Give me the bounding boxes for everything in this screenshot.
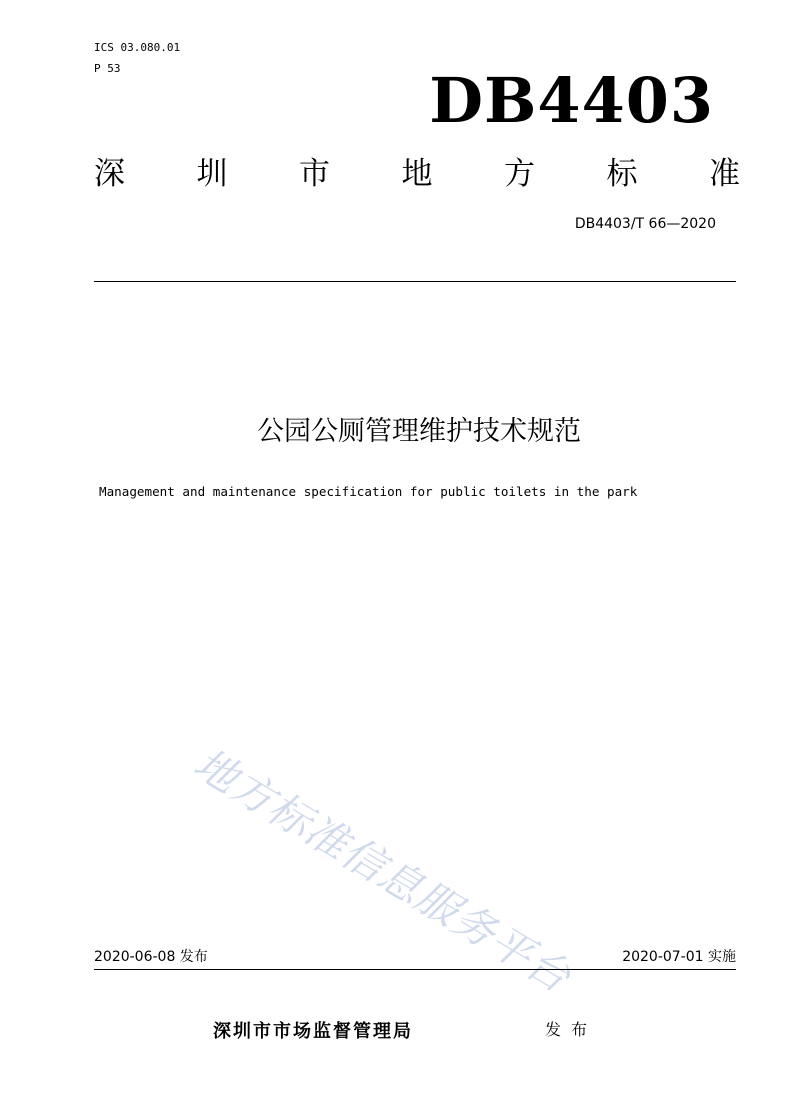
- document-title-english: Management and maintenance specification for public toilets in the park: [99, 484, 638, 499]
- date-row: [94, 946, 736, 968]
- standard-type-line: [94, 152, 740, 196]
- standard-type-char: 深: [94, 156, 125, 192]
- standard-type-char: 准: [709, 156, 740, 192]
- footer-divider: [94, 969, 736, 970]
- ics-code: ICS 03.080.01: [94, 41, 181, 54]
- issuing-authority: 深圳市市场监督管理局: [213, 1021, 413, 1042]
- standard-type-char: 方: [504, 156, 535, 192]
- classification-code: P 53: [94, 62, 121, 75]
- standard-type-char: 圳: [196, 156, 228, 192]
- issue-date: 2020-06-08 发布: [94, 949, 208, 965]
- standard-type-char: 市: [299, 156, 330, 192]
- publish-label: 发布: [545, 1020, 598, 1039]
- implementation-date: 2020-07-01 实施: [622, 949, 736, 965]
- header-divider: [94, 281, 736, 282]
- standard-type-char: 标: [606, 156, 638, 192]
- standard-logo: DB4403: [429, 64, 714, 137]
- document-title-chinese: 公园公厕管理维护技术规范: [257, 416, 581, 447]
- standard-type-char: 地: [401, 156, 433, 192]
- watermark: 地方标准信息服务平台: [185, 738, 580, 1003]
- standard-number: DB4403/T 66—2020: [574, 216, 716, 232]
